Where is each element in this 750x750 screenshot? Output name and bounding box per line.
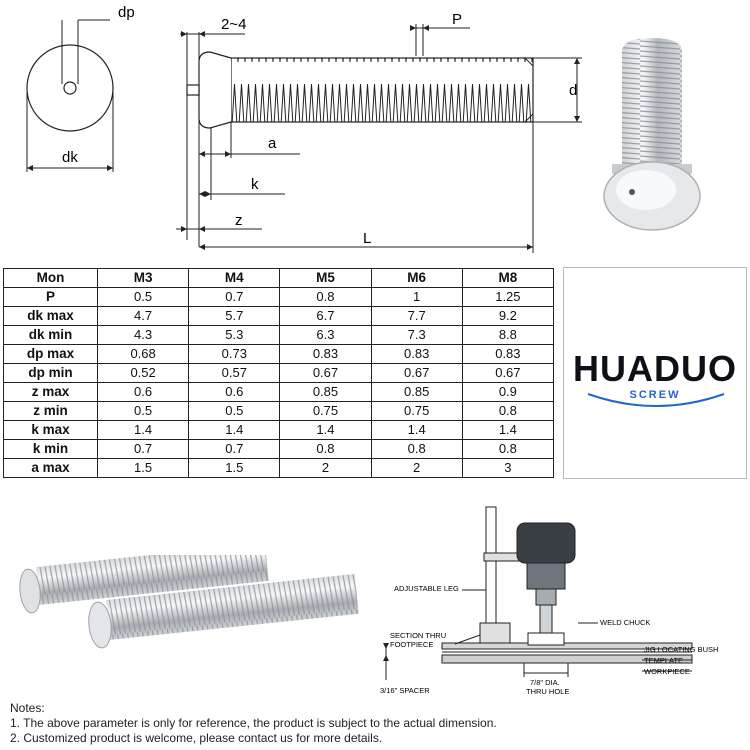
row-label: z max [4,383,98,402]
column-header: M6 [371,269,462,288]
notes-title: Notes: [10,701,45,715]
table-cell: 0.7 [189,288,280,307]
table-cell: 0.85 [280,383,371,402]
table-row [4,364,554,383]
table-cell: 0.57 [189,364,280,383]
table-cell: 1.5 [98,459,189,478]
table-cell: 0.5 [98,402,189,421]
table-cell: 0.83 [280,345,371,364]
table-cell: 0.8 [462,440,553,459]
row-label: dk max [4,307,98,326]
table-cell: 0.6 [98,383,189,402]
table-cell: 1.5 [189,459,280,478]
dim-label-l: L [363,230,372,247]
label-workpiece: WORKPIECE [644,667,690,676]
row-label: k max [4,421,98,440]
label-thru-hole-dia: 7/8" DIA. [530,678,560,687]
table-cell: 7.7 [371,307,462,326]
label-adjustable-leg: ADJUSTABLE LEG [394,584,459,593]
label-spacer: 3/16" SPACER [380,686,430,695]
brand-subtitle: SCREW [629,389,681,401]
dim-label-a: a [268,135,277,152]
table-cell: 0.67 [462,364,553,383]
table-cell: 0.75 [371,402,462,421]
dim-label-range: 2~4 [221,16,247,33]
table-cell: 1.4 [98,421,189,440]
table-cell: 0.67 [280,364,371,383]
table-row [4,326,554,345]
row-label: dp min [4,364,98,383]
dim-label-dk: dk [62,149,78,166]
table-cell: 0.8 [280,440,371,459]
table-cell: 0.8 [371,440,462,459]
column-header: M8 [462,269,553,288]
table-cell: 0.8 [462,402,553,421]
table-cell: 4.3 [98,326,189,345]
table-row [4,345,554,364]
dim-label-z: z [235,212,243,229]
table-cell: 1.4 [371,421,462,440]
table-row [4,402,554,421]
table-cell: 0.52 [98,364,189,383]
logo-swoosh-icon [584,388,728,418]
table-cell: 7.3 [371,326,462,345]
table-cell: 0.75 [280,402,371,421]
brand-name: HUADUO [573,348,737,389]
note-item: 2. Customized product is welcome, please contact us for more details. [10,731,383,745]
table-row [4,307,554,326]
table-row [4,288,554,307]
table-cell: 0.7 [98,440,189,459]
dim-label-p: P [452,11,463,28]
table-cell: 0.83 [371,345,462,364]
table-cell: 5.3 [189,326,280,345]
table-cell: 0.7 [189,440,280,459]
column-header: Mon [4,269,98,288]
column-header: M4 [189,269,280,288]
table-cell: 2 [280,459,371,478]
technical-drawing [0,0,750,262]
table-row [4,383,554,402]
label-thru-hole: THRU HOLE [526,687,570,696]
label-weld-chuck: WELD CHUCK [600,618,651,627]
table-row [4,459,554,478]
table-row [4,440,554,459]
row-label: a max [4,459,98,478]
row-label: k min [4,440,98,459]
table-cell: 0.5 [98,288,189,307]
label-footpiece: FOOTPIECE [390,640,434,649]
stud-photo-horizontal [10,555,370,670]
label-section-thru: SECTION THRU [390,631,447,640]
table-row [4,421,554,440]
table-cell: 0.5 [189,402,280,421]
table-cell: 6.7 [280,307,371,326]
stud-photo-vertical [604,38,700,230]
table-cell: 4.7 [98,307,189,326]
row-label: z min [4,402,98,421]
table-cell: 1 [371,288,462,307]
table-cell: 6.3 [280,326,371,345]
label-template: TEMPLATE [644,656,684,665]
table-cell: 1.4 [189,421,280,440]
table-cell: 8.8 [462,326,553,345]
column-header: M5 [280,269,371,288]
table-cell: 0.6 [189,383,280,402]
table-cell: 9.2 [462,307,553,326]
table-cell: 0.68 [98,345,189,364]
note-item: 1. The above parameter is only for reference, the product is subject to the actual dimension. [10,716,497,730]
label-jig-locating-bush: JIG LOCATING BUSH [644,645,719,654]
dim-label-d: d [569,82,578,99]
table-cell: 1.4 [280,421,371,440]
table-cell: 2 [371,459,462,478]
table-cell: 3 [462,459,553,478]
table-cell: 0.8 [280,288,371,307]
table-cell: 0.9 [462,383,553,402]
brand-logo [563,267,747,479]
welding-setup-diagram [380,495,725,705]
row-label: P [4,288,98,307]
dim-label-k: k [251,176,259,193]
row-label: dp max [4,345,98,364]
table-cell: 5.7 [189,307,280,326]
table-cell: 1.4 [462,421,553,440]
column-header: M3 [98,269,189,288]
row-label: dk min [4,326,98,345]
spec-table [3,268,554,478]
table-cell: 0.67 [371,364,462,383]
table-cell: 1.25 [462,288,553,307]
table-header-row [4,269,554,288]
table-cell: 0.73 [189,345,280,364]
table-cell: 0.83 [462,345,553,364]
table-cell: 0.85 [371,383,462,402]
dim-label-dp: dp [118,4,135,21]
